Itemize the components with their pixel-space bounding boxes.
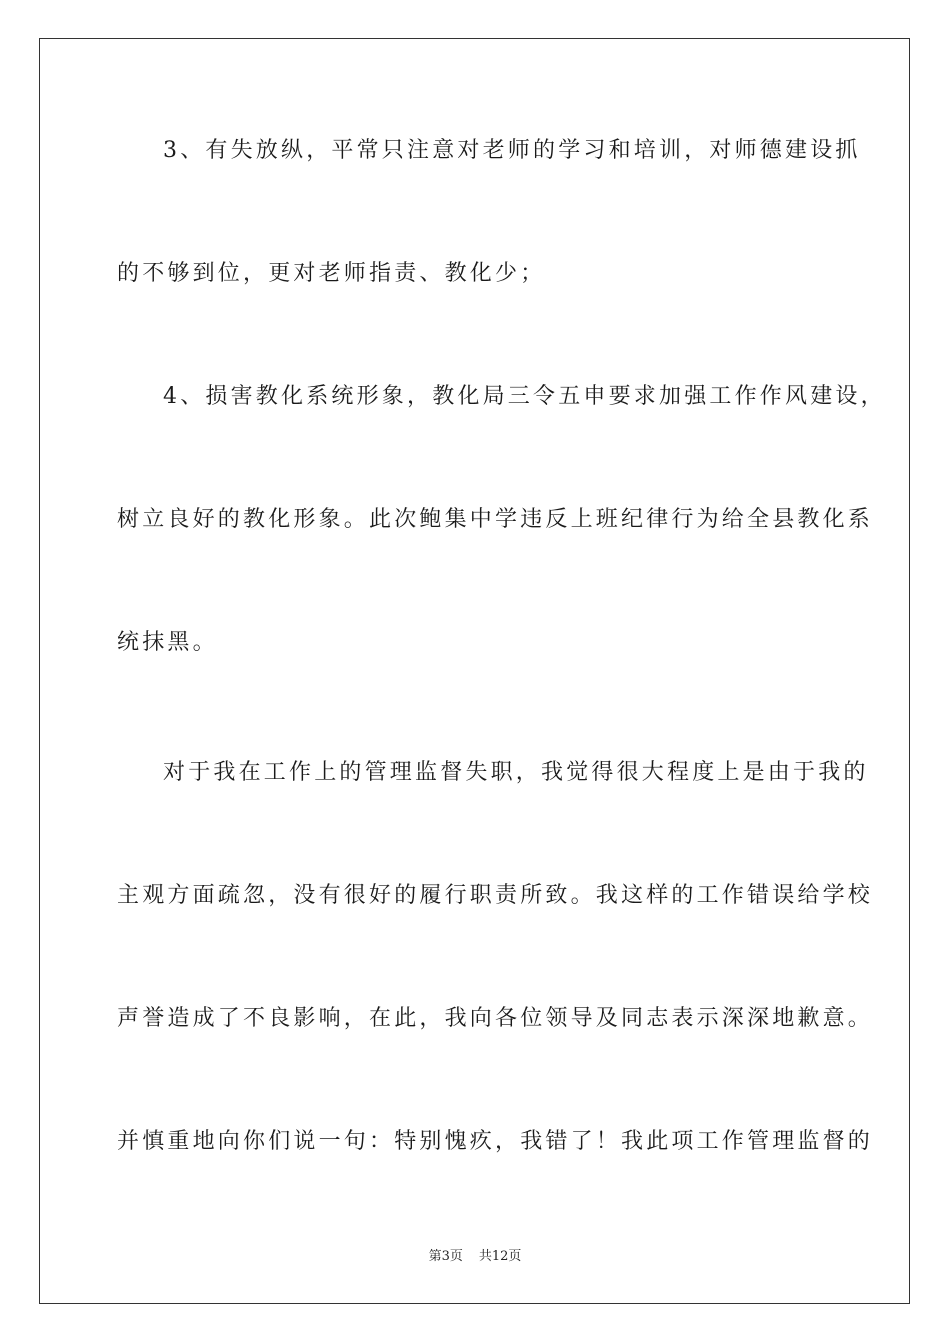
page-border: [39, 38, 910, 1304]
paragraph-line: 统抹黑。: [117, 630, 218, 655]
paragraph-line: 声誉造成了不良影响，在此，我向各位领导及同志表示深深地歉意。: [117, 1006, 874, 1031]
paragraph-line: 主观方面疏忽，没有很好的履行职责所致。我这样的工作错误给学校: [117, 883, 874, 908]
paragraph-line: 4、损害教化系统形象，教化局三令五申要求加强工作作风建设，: [163, 384, 886, 409]
paragraph-line: 的不够到位，更对老师指责、教化少；: [117, 261, 546, 286]
page-number: 第3页: [428, 1249, 463, 1264]
paragraph-line: 树立良好的教化形象。此次鲍集中学违反上班纪律行为给全县教化系: [117, 507, 874, 532]
page-footer: [0, 1248, 950, 1266]
paragraph-line: 并慎重地向你们说一句：特别愧疚，我错了！我此项工作管理监督的: [117, 1129, 874, 1154]
paragraph-line: 对于我在工作上的管理监督失职，我觉得很大程度上是由于我的: [163, 760, 869, 785]
paragraph-line: 3、有失放纵，平常只注意对老师的学习和培训，对师德建设抓: [163, 138, 861, 163]
page-total: 共12页: [478, 1249, 522, 1264]
